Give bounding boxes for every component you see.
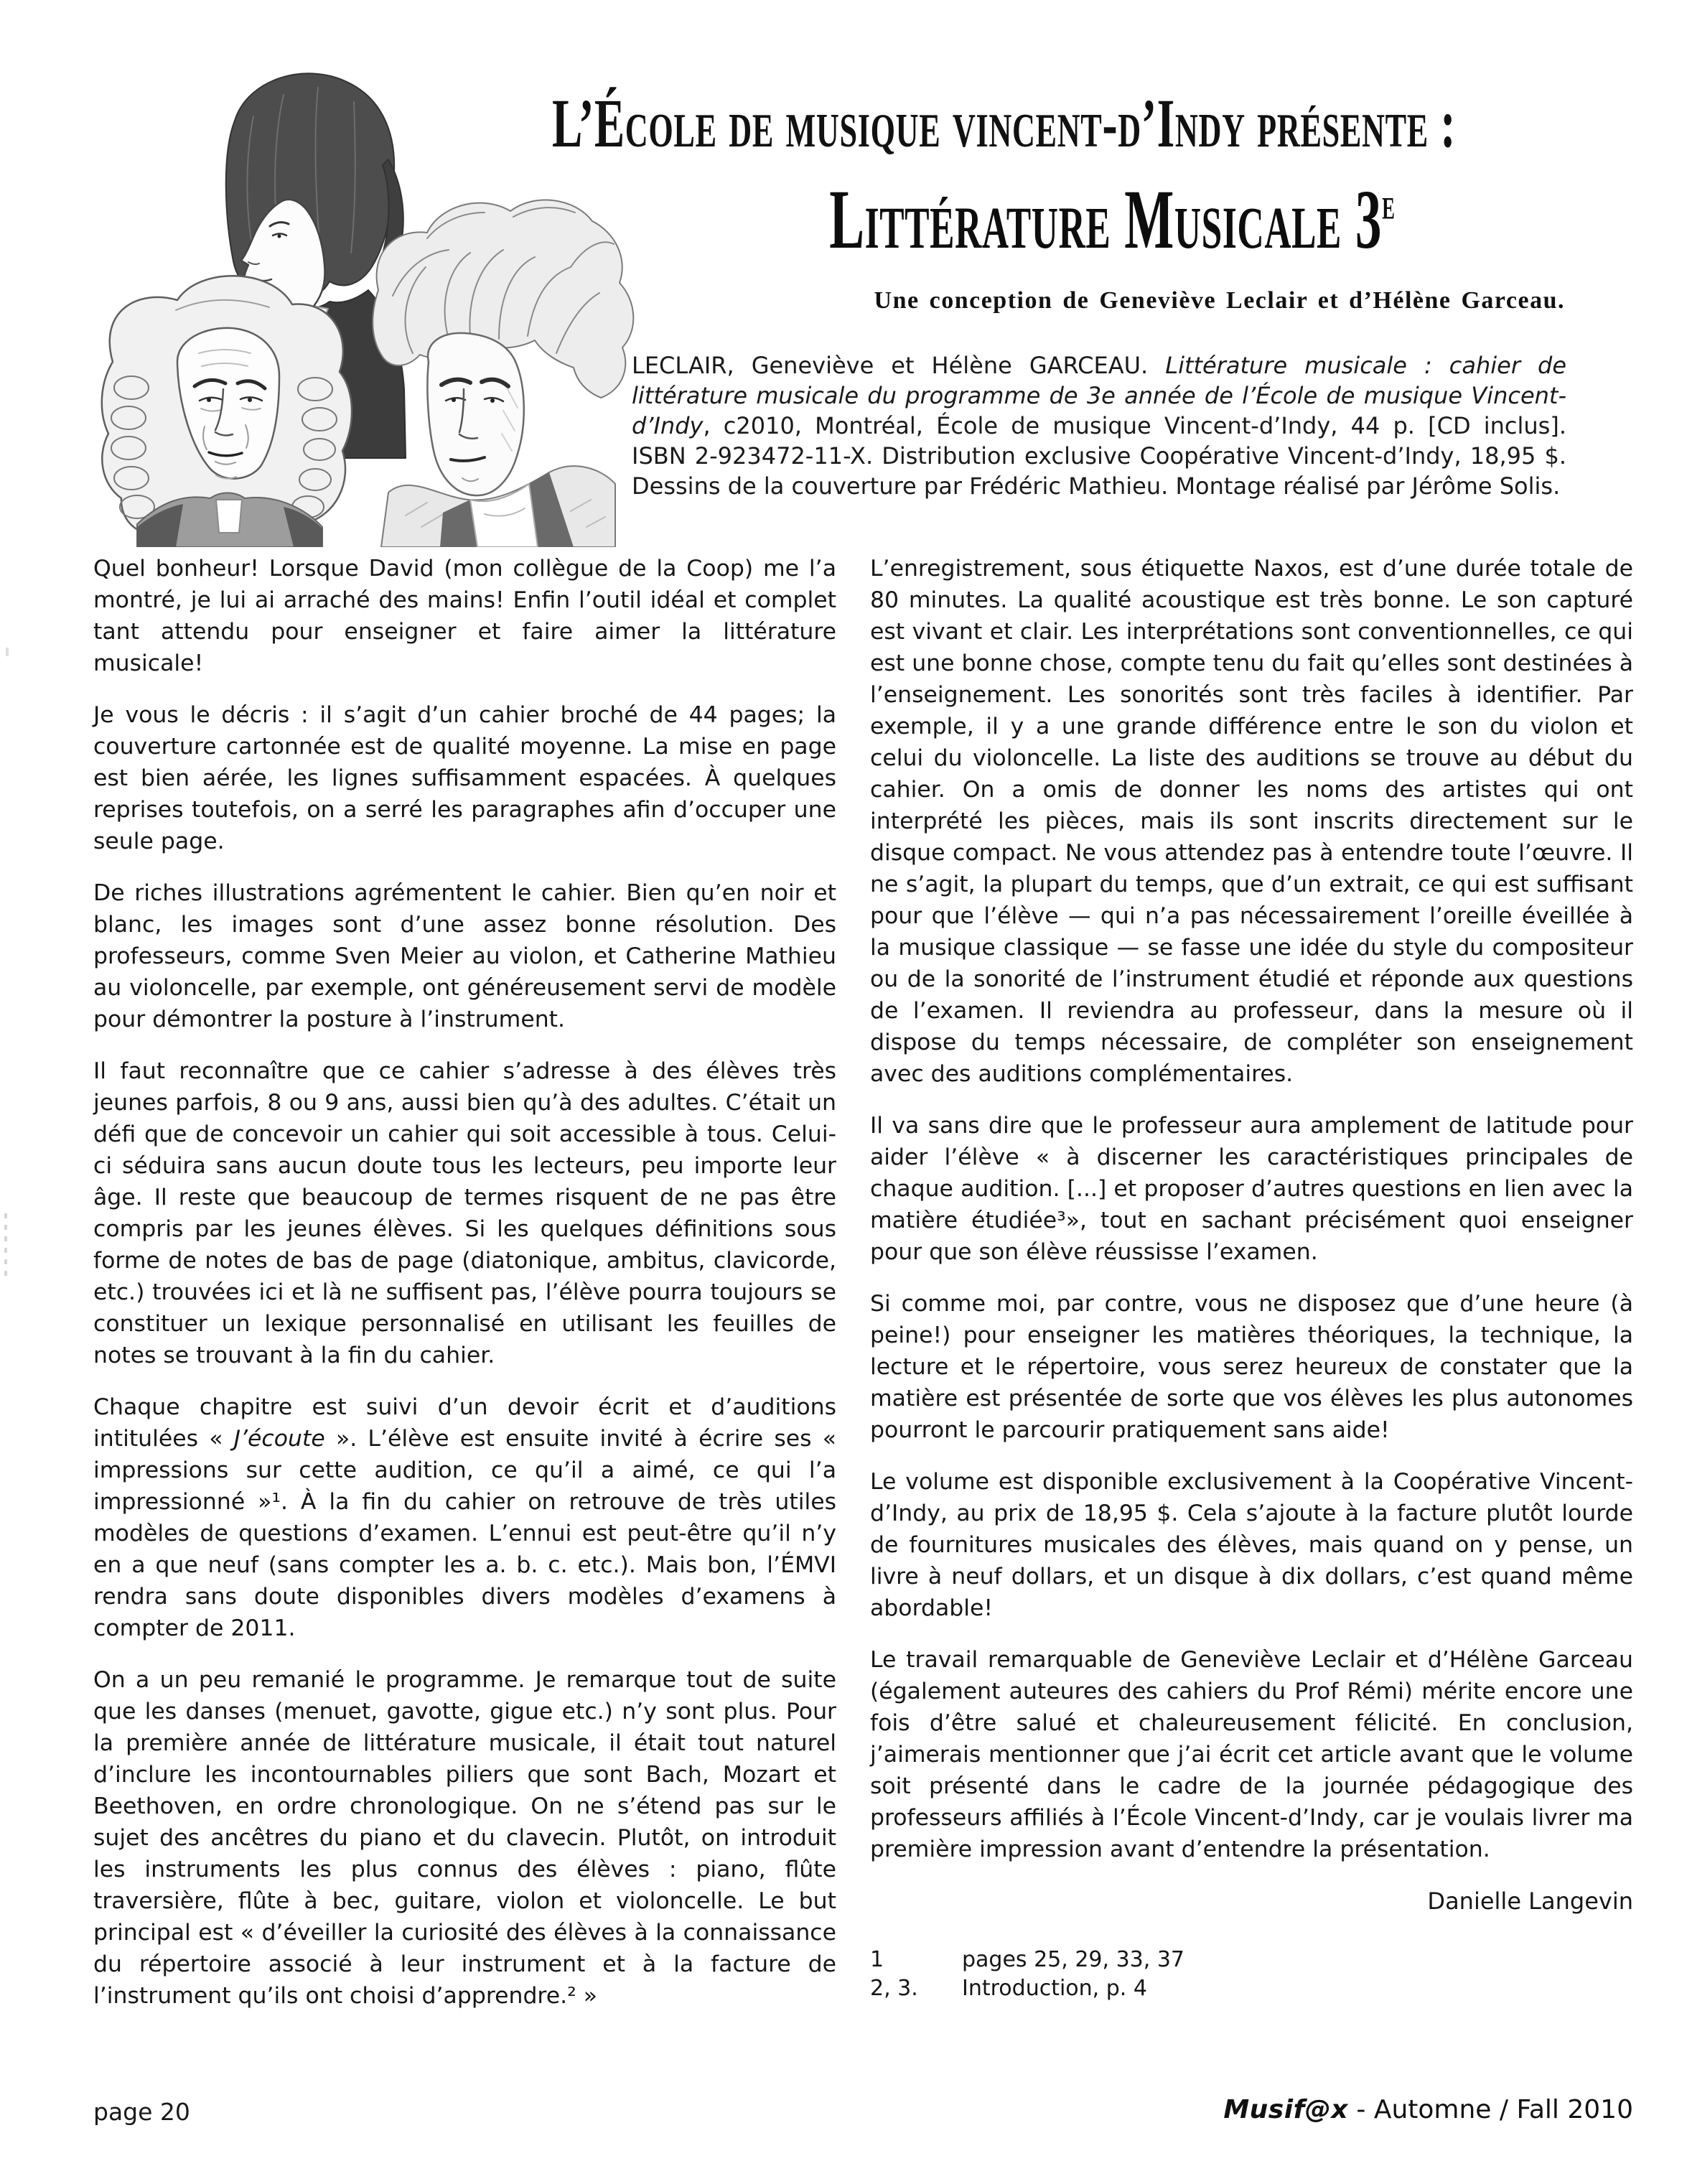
article-column-right xyxy=(870,553,1633,2003)
bibliographic-citation xyxy=(632,350,1566,501)
paragraph: Le travail remarquable de Geneviève Leclair et d’Hélène Garceau (également auteures des cahiers du Prof Rémi) mérite encore une fois d’être salué et chaleureusement félicité. En conclusion, j’aimerais mentionner que j’ai écrit cet article avant que le volume soit présenté dans le cadre de la journée pédagogique des professeurs affiliés à l’École Vincent-d’Indy, car je voulais livrer ma première impression avant d’entendre la présentation. xyxy=(870,1647,1633,1862)
masthead-presenter-text: L’École de musique vincent-d’Indy présente : xyxy=(552,85,1457,162)
page-title xyxy=(682,171,1457,269)
footnote-row xyxy=(870,1974,1633,2003)
journal-brand: Musif@x xyxy=(1223,2095,1348,2124)
page-title-inner xyxy=(829,171,1396,269)
beethoven-sketch xyxy=(373,200,633,547)
paragraph: Je vous le décris : il s’agit d’un cahier broché de 44 pages; la couverture cartonnée est de qualité moyenne. La mise en page est bien aérée, les lignes suffisamment espacées. À quelques reprises toutefois, on a serré les paragraphes afin d’occuper une seule page. xyxy=(93,702,836,854)
paragraph: L’enregistrement, sous étiquette Naxos, est d’une durée totale de 80 minutes. La qualité acoustique est très bonne. Le son capturé est vivant et clair. Les interprétations sont conventionnelles, ce qui est une bonne chose, compte tenu du fait qu’elles sont destinées à l’enseignement. Les sonorités sont très faciles à identifier. Par exemple, il y a une grande différence entre le son du violon et celui du violoncelle. La liste des auditions se trouve au début du cahier. On a omis de donner les noms des artistes qui ont interprété les pièces, mais ils sont inscrits directement sur le disque compact. Ne vous attendez pas à entendre toute l’œuvre. Il ne s’agit, la plupart du temps, que d’un extrait, ce qui est suffisant pour que l’élève — qui n’a pas nécessairement l’oreille éveillée à la musique classique — se fasse une idée du style du compositeur ou de la sonorité de l’instrument étudié et réponde aux questions de l’examen. Il reviendra au professeur, dans la mesure où il dispose du temps nécessaire, de compléter son enseignement avec des auditions complémentaires. xyxy=(870,556,1633,1087)
paragraph: Le volume est disponible exclusivement à la Coopérative Vincent-d’Indy, au prix de 18,95 $. Cela s’ajoute à la facture plutôt lourde de fournitures musicales des élèves, mais quand on y pense, un livre à neuf dollars, et un disque à dix dollars, c’est quand même abordable! xyxy=(870,1469,1633,1621)
article-column-left xyxy=(93,553,836,2012)
footnotes xyxy=(870,1946,1633,2003)
paragraph xyxy=(93,1391,836,1644)
paragraph: Quel bonheur! Lorsque David (mon collègue de la Coop) me l’a montré, je lui ai arraché des mains! Enfin l’outil idéal et complet tant attendu pour enseigner et faire aimer la littérature musicale! xyxy=(93,556,836,676)
footnote-text: Introduction, p. 4 xyxy=(962,1976,1147,2001)
journal-issue: - Automne / Fall 2010 xyxy=(1347,2095,1633,2124)
quoted-title-italic: J’écoute xyxy=(233,1426,325,1452)
page-title-superscript: e xyxy=(1382,179,1396,229)
paragraph-text: Chaque chapitre est suivi d’un devoir écrit et d’auditions intitulées « xyxy=(93,1394,836,1452)
paragraph-text: ». L’élève est ensuite invité à écrire ses « impressions sur cette audition, ce qu’il a aimé, ce qui l’a impressionné »¹. À la fin du cahier on retrouve de très utiles modèles de questions d’examen. L’ennui est peut-être qu’il n’y en a que neuf (sans compter les a. b. c. etc.). Mais bon, l’ÉMVI rendra sans doute disponibles divers modèles d’examens à compter de 2011. xyxy=(93,1426,836,1641)
paragraph: On a un peu remanié le programme. Je remarque tout de suite que les danses (menuet, gavotte, gigue etc.) n’y sont plus. Pour la première année de littérature musicale, il était tout naturel d’inclure les incontournables piliers que sont Bach, Mozart et Beethoven, en ordre chronologique. On ne s’étend pas sur le sujet des ancêtres du piano et du clavecin. Plutôt, on introduit les instruments les plus connus des élèves : piano, flûte traversière, flûte à bec, guitare, violon et violoncelle. Le but principal est « d’éveiller la curiosité des élèves à la connaissance du répertoire associé à leur instrument et à la facture de l’instrument qu’ils ont choisi d’apprendre.² » xyxy=(93,1667,836,2009)
bach-sketch xyxy=(102,276,352,547)
footnote-row xyxy=(870,1946,1633,1974)
scan-artifact xyxy=(6,648,9,656)
citation-authors: LECLAIR, Geneviève et Hélène GARCEAU. xyxy=(632,352,1166,379)
masthead-subtitle: Une conception de Geneviève Leclair et d’Hélène Garceau. xyxy=(874,287,1565,314)
paragraph: Si comme moi, par contre, vous ne disposez que d’une heure (à peine!) pour enseigner les matières théoriques, la technique, la lecture et le répertoire, vous serez heureux de constater que la matière est présentée de sorte que vos élèves les plus autonomes pourront le parcourir pratiquement sans aide! xyxy=(870,1291,1633,1443)
citation-book-title: Littérature musicale : cahier de littérature musicale du programme de 3e année de l’École de musique Vincent-d’Indy xyxy=(632,352,1567,439)
footer-page-number: page 20 xyxy=(93,2098,190,2126)
paragraph: Il va sans dire que le professeur aura amplement de latitude pour aider l’élève « à discerner les caractéristiques principales de chaque audition. [...] et proposer d’autres questions en lien avec la matière étudiée³», tout en sachant précisément quoi enseigner pour que son élève réussisse l’examen. xyxy=(870,1113,1633,1265)
scan-artifact xyxy=(4,1213,7,1282)
author-signature: Danielle Langevin xyxy=(1427,1887,1633,1915)
masthead-presenter-line xyxy=(345,83,1565,163)
paragraph: Il faut reconnaître que ce cahier s’adresse à des élèves très jeunes parfois, 8 ou 9 ans, aussi bien qu’à des adultes. C’était un défi que de concevoir un cahier qui soit accessible à tous. Celui-ci séduira sans aucun doute tous les lecteurs, peu importe leur âge. Il reste que beaucoup de termes risquent de ne pas être compris par les jeunes élèves. Si les quelques définitions sous forme de notes de bas de page (diatonique, ambitus, clavicorde, etc.) trouvées ici et là ne suffisent pas, l’élève pourra toujours se constituer un lexique personnalisé en utilisant les feuilles de notes se trouvant à la fin du cahier. xyxy=(93,1058,836,1368)
footnote-marker: 1 xyxy=(870,1947,884,1972)
citation-details: , c2010, Montréal, École de musique Vincent-d’Indy, 44 p. [CD inclus]. ISBN 2-923472-11-X. Distribution exclusive Coopérative Vincent-d’Indy, 18,95 $. Dessins de la couverture par Frédéric Mathieu. Montage réalisé par Jérôme Solis. xyxy=(632,412,1566,500)
footer-journal-line xyxy=(1223,2095,1633,2124)
footnote-text: pages 25, 29, 33, 37 xyxy=(962,1947,1185,1972)
footnote-marker: 2, 3. xyxy=(870,1976,918,2001)
page-title-text: Littérature Musicale 3 xyxy=(829,172,1383,266)
paragraph: De riches illustrations agrémentent le cahier. Bien qu’en noir et blanc, les images sont d’une assez bonne résolution. Des professeurs, comme Sven Meier au violon, et Catherine Mathieu au violoncelle, par exemple, ont généreusement servi de modèle pour démontrer la posture à l’instrument. xyxy=(93,880,836,1032)
